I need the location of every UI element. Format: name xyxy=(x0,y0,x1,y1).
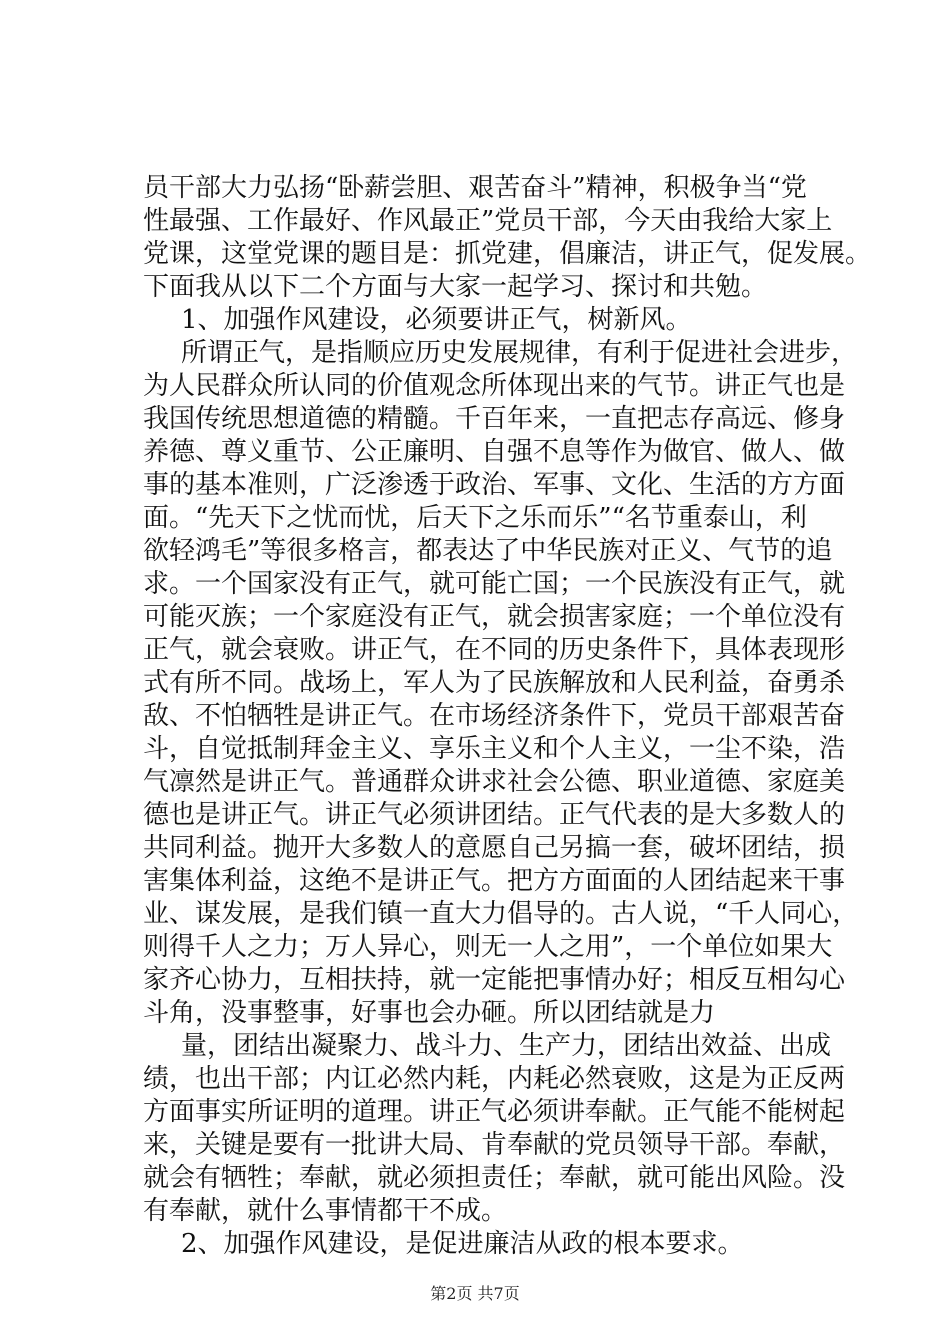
body-text-line: 德也是讲正气。讲正气必须讲团结。正气代表的是大多数人的 xyxy=(143,800,846,830)
body-text-line: 求。一个国家没有正气，就可能亡国；一个民族没有正气，就 xyxy=(143,569,846,599)
body-text-line: 来，关键是要有一批讲大局、肯奉献的党员领导干部。奉献， xyxy=(143,1130,846,1160)
body-text-line: 性最强、工作最好、作风最正”党员干部，今天由我给大家上 xyxy=(143,206,833,236)
body-text-line: 员干部大力弘扬“卧薪尝胆、艰苦奋斗”精神，积极争当“党 xyxy=(143,173,807,203)
body-text-line: 气凛然是讲正气。普通群众讲求社会公德、职业道德、家庭美 xyxy=(143,767,846,797)
body-text-line: 养德、尊义重节、公正廉明、自强不息等作为做官、做人、做 xyxy=(143,437,846,467)
body-text-line: 党课，这堂党课的题目是：抓党建，倡廉洁，讲正气，促发展。 xyxy=(143,239,872,269)
body-text-line: 就会有牺牲；奉献，就必须担责任；奉献，就可能出风险。没 xyxy=(143,1163,846,1193)
body-text-line: 共同利益。抛开大多数人的意愿自己另搞一套，破坏团结，损 xyxy=(143,833,846,863)
section-heading-1: 1、加强作风建设，必须要讲正气，树新风。 xyxy=(181,305,692,335)
body-text-line: 事的基本准则，广泛渗透于政治、军事、文化、生活的方方面 xyxy=(143,470,846,500)
body-text-line: 方面事实所证明的道理。讲正气必须讲奉献。正气能不能树起 xyxy=(143,1097,846,1127)
body-text-line: 我国传统思想道德的精髓。千百年来，一直把志存高远、修身 xyxy=(143,404,846,434)
page-number-footer: 第2页 共7页 xyxy=(430,1284,520,1303)
body-text-line: 有奉献，就什么事情都干不成。 xyxy=(143,1196,508,1226)
body-text-line: 则得千人之力；万人异心，则无一人之用”，一个单位如果大 xyxy=(143,932,833,962)
body-text-line: 斗角，没事整事，好事也会办砸。所以团结就是力 xyxy=(143,998,716,1028)
section-heading-2: 2、加强作风建设，是促进廉洁从政的根本要求。 xyxy=(181,1229,744,1259)
body-text-line: 为人民群众所认同的价值观念所体现出来的气节。讲正气也是 xyxy=(143,371,846,401)
paragraph-start-line: 量，团结出凝聚力、战斗力、生产力，团结出效益、出成 xyxy=(181,1031,832,1061)
body-text-line: 面。“先天下之忧而忧，后天下之乐而乐”“名节重泰山，利 xyxy=(143,503,807,533)
body-text-line: 下面我从以下二个方面与大家一起学习、探讨和共勉。 xyxy=(143,272,768,302)
body-text-line: 敌、不怕牺牲是讲正气。在市场经济条件下，党员干部艰苦奋 xyxy=(143,701,846,731)
body-text-line: 欲轻鸿毛”等很多格言，都表达了中华民族对正义、气节的追 xyxy=(143,536,833,566)
body-text-line: 害集体利益，这绝不是讲正气。把方方面面的人团结起来干事 xyxy=(143,866,846,896)
body-text-line: 家齐心协力，互相扶持，就一定能把事情办好；相反互相勾心 xyxy=(143,965,846,995)
body-text-line: 业、谋发展，是我们镇一直大力倡导的。古人说，“千人同心， xyxy=(143,899,859,929)
body-text-line: 可能灭族；一个家庭没有正气，就会损害家庭；一个单位没有 xyxy=(143,602,846,632)
body-text-line: 正气，就会衰败。讲正气，在不同的历史条件下，具体表现形 xyxy=(143,635,846,665)
body-text-line: 绩，也出干部；内讧必然内耗，内耗必然衰败，这是为正反两 xyxy=(143,1064,846,1094)
paragraph-start-line: 所谓正气，是指顺应历史发展规律，有利于促进社会进步， xyxy=(181,338,858,368)
body-text-line: 斗，自觉抵制拜金主义、享乐主义和个人主义，一尘不染，浩 xyxy=(143,734,846,764)
body-text-line: 式有所不同。战场上，军人为了民族解放和人民利益，奋勇杀 xyxy=(143,668,846,698)
